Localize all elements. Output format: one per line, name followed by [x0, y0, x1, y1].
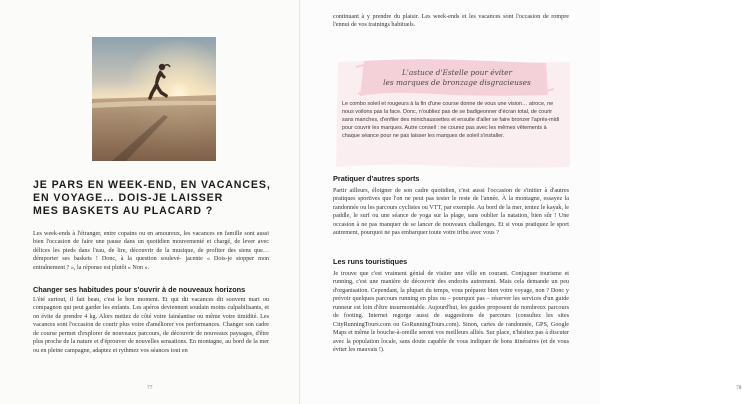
- section-paragraph: L'été surtout, il fait beau, c'est le bon moment. Et qui dit vacances dit souvent mari ou compagnon qui peut garder les enfants. Les apéros deviennent soudain moins culpabilisants, et on évite de prendre 4 kg. Alors mettez de côté votre fainéantise ou même votre timidité. Les vacances sont l'occasion de courir plus voire d'améliorer vos performances. Changer son cadre de course permet d'explorer de nouveaux parcours, de découvrir de nouveaux paysages, d'être plus proche de la nature et d'éprouver de nouvelles sensations. En montagne, au bord de la mer ou en pleine campagne, adaptez et rythmez vos séances tout en: [33, 297, 269, 354]
- page-number-left: 77: [147, 385, 153, 391]
- continued-paragraph: continuant à y prendre du plaisir. Les week-ends et les vacances sont l'occasion de rompre l'ennui de vos trainings habituels.: [333, 14, 569, 29]
- page-number-right: 78: [736, 385, 742, 391]
- runner-beach-image: [92, 37, 216, 161]
- tip-callout-box: [334, 59, 572, 169]
- tip-text: Le combo soleil et rougeurs à la fin d'une course donne de vous une vision… atroce, ne nous voilons pas la face. Donc, n'oubliez pas de se badigeonner d'écran total, de courir sans manches, d'enfiler des minichaussettes et ensuite d'aller se faire bronzer l'après-midi pour couvrir les marques. Autre conseil : ne courez pas avec les mêmes vêtements à chaque séance pour ne pas laisser les marques de soleil s'installer.: [342, 101, 560, 139]
- heading-other-sports: Pratiquer d'autres sports: [333, 174, 420, 183]
- paragraph-other-sports: Partir ailleurs, éloigner de son cadre quotidien, c'est aussi l'occasion de s'initier à d'autres pratiques sportives que l'on ne peut pas tester le reste de l'année. À la montagne, essayez la randonnée ou les parcours cyclistes ou VTT, par exemple. Au bord de la mer, tentez le kayak, le paddle, le surf ou une séance de yoga sur la plage, sans oublier la natation, bien sûr ! Une occasion à ne pas manquer de se lancer de nouveaux challenges. Et si vous pratiquez le sport autrement, pourquoi ne pas embarquer toute votre tribu avec vous ?: [333, 188, 569, 237]
- tip-title: L'astuce d'Estelle pour éviter les marques de bronzage disgracieuses: [383, 68, 531, 87]
- runner-beach-photo: [92, 37, 216, 161]
- right-page: [300, 0, 742, 404]
- intro-paragraph: Les week-ends à l'étranger, entre copains ou en amoureux, les vacances en famille sont aussi bien l'occasion de faire une pause dans un quotidien mouvementé et chargé, de lever avec délices les pieds dans l'eau, de lire, découvrir de la musique, de profiter des siens que… démporter ses baskets ! Donc, à la question soulevé- jacente « Dois-je stopper mon entraînement ? », la réponse est plutôt « Non ».: [33, 231, 269, 271]
- section-heading: Changer ses habitudes pour s'ouvrir à de nouveaux horizons: [33, 285, 246, 294]
- heading-tourist-runs: Les runs touristiques: [333, 257, 408, 266]
- left-page: [0, 0, 300, 404]
- paragraph-tourist-runs: Je trouve que c'est vraiment génial de visiter une ville en courant. Conjuguer tourisme et running, c'est une manière de découvrir des endroits autrement. Mais cela demande un peu d'organisation. Cependant, la plupart du temps, vous préparez bien votre voyage, non ? Donc y prévoir quelques parcours running en plus ou – pourquoi pas – réserver les services d'un guide runneur est loin d'être insurmontable. Aujourd'hui, les guides proposent de nombreux parcours de footing. Internet regorge aussi de suggestions de parcours (consultez les sites CityRunningTours.com ou GoRunningTours.com). Sinon, cartes de randonnée, GPS, Google Maps et même le bouche-à-oreille seront vos meilleurs alliés. Sur place, n'hésitez pas à discuter avec la population locale, sans doute capable de vous indiquer de bons itinéraires (et de vous éviter les mauvais !).: [333, 271, 569, 354]
- chapter-title: JE PARS EN WEEK-END, EN VACANCES, EN VOYAGE… DOIS-JE LAISSER MES BASKETS AU PLACARD ?: [33, 179, 271, 217]
